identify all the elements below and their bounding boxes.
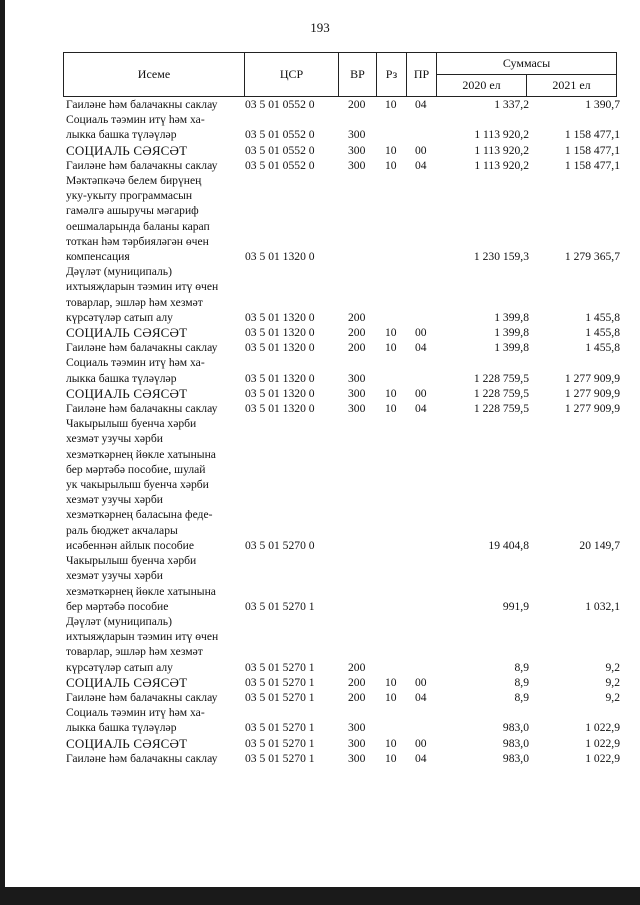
table-row xyxy=(63,112,623,142)
row-csr: 03 5 01 1320 0 xyxy=(245,250,315,264)
row-name xyxy=(63,614,243,675)
row-rz: 10 xyxy=(385,675,397,689)
row-name xyxy=(63,158,243,173)
row-csr: 03 5 01 0552 0 xyxy=(245,98,315,111)
row-vr: 200 xyxy=(348,690,366,704)
row-name-line: хезмәткәрнең йөкле хатынына xyxy=(66,447,216,461)
row-name-line: исәбеннән айлык пособие xyxy=(66,538,194,552)
row-rz: 10 xyxy=(385,736,397,750)
row-name-line: Гаиләне һәм балачакны саклау xyxy=(66,341,218,355)
row-name xyxy=(63,97,243,112)
row-name-line: гамәлгә ашыручы мәгариф xyxy=(66,204,199,218)
row-rz: 10 xyxy=(385,402,397,416)
row-sum-2021: 1 158 477,1 xyxy=(564,158,620,172)
row-name-line: Дәүләт (муниципаль) xyxy=(66,614,172,628)
header-sums: Суммасы xyxy=(437,53,617,75)
row-csr: 03 5 01 1320 0 xyxy=(245,386,315,400)
row-name-line: уку-укыту программасын xyxy=(66,189,193,203)
row-csr: 03 5 01 5270 1 xyxy=(245,675,315,689)
table-row xyxy=(63,553,623,614)
row-rz: 10 xyxy=(385,326,397,340)
row-sum-2021: 9,2 xyxy=(605,660,620,674)
table-row xyxy=(63,416,623,553)
row-sum-2021: 1 279 365,7 xyxy=(564,250,620,264)
table-row xyxy=(63,386,623,401)
row-name-line: Дәүләт (муниципаль) xyxy=(66,265,172,279)
row-name-line: Мәктәпкәчә белем бирүнең xyxy=(66,174,202,188)
row-sum-2021: 1 455,8 xyxy=(585,341,620,355)
table-row xyxy=(63,158,623,173)
row-csr: 03 5 01 5270 1 xyxy=(245,736,315,750)
row-name-line: компенсация xyxy=(66,250,130,264)
table-row xyxy=(63,675,623,690)
row-name-line: Социаль тәэмин итү һәм ха- xyxy=(66,356,205,370)
row-vr: 200 xyxy=(348,326,366,340)
table-row xyxy=(63,340,623,355)
row-name-line: СОЦИАЛЬ СӘЯСӘТ xyxy=(66,142,188,158)
row-vr: 300 xyxy=(348,736,366,750)
row-name xyxy=(63,705,243,735)
row-name-line: ихтыяҗларын тәэмин итү өчен xyxy=(66,280,219,294)
row-name-line: СОЦИАЛЬ СӘЯСӘТ xyxy=(66,735,188,751)
row-name-line: Гаиләне һәм балачакны саклау xyxy=(66,98,218,111)
row-name xyxy=(63,690,243,705)
row-csr: 03 5 01 1320 0 xyxy=(245,326,315,340)
row-rz: 10 xyxy=(385,341,397,355)
row-name-line: лыкка башка түләүләр xyxy=(66,721,177,735)
row-sum-2021: 1 455,8 xyxy=(585,310,620,324)
row-name-line: Социаль тәэмин итү һәм ха- xyxy=(66,113,205,127)
row-sum-2021: 1 277 909,9 xyxy=(564,371,620,385)
row-name-line: күрсәтүләр сатып алу xyxy=(66,660,173,674)
header-csr: ЦСР xyxy=(245,53,339,97)
row-sum-2020: 991,9 xyxy=(502,599,529,613)
row-vr: 300 xyxy=(348,751,366,765)
row-name xyxy=(63,340,243,355)
row-sum-2021: 1 022,9 xyxy=(585,751,620,765)
table-row xyxy=(63,690,623,705)
row-sum-2021: 1 032,1 xyxy=(585,599,620,613)
row-name xyxy=(63,143,243,158)
row-vr: 200 xyxy=(348,310,366,324)
row-csr: 03 5 01 0552 0 xyxy=(245,158,315,172)
row-rz: 10 xyxy=(385,751,397,765)
row-name xyxy=(63,401,243,416)
row-name xyxy=(63,751,243,766)
row-sum-2021: 1 390,7 xyxy=(585,98,620,111)
row-csr: 03 5 01 1320 0 xyxy=(245,310,315,324)
row-name xyxy=(63,386,243,401)
table-row xyxy=(63,264,623,325)
header-name: Исеме xyxy=(64,53,245,97)
row-name-line: лыкка башка түләүләр xyxy=(66,371,177,385)
row-name xyxy=(63,325,243,340)
row-pr: 04 xyxy=(415,690,427,704)
row-sum-2021: 1 158 477,1 xyxy=(564,128,620,142)
row-pr: 04 xyxy=(415,402,427,416)
table-row xyxy=(63,325,623,340)
row-vr: 300 xyxy=(348,402,366,416)
row-pr: 04 xyxy=(415,158,427,172)
row-name xyxy=(63,736,243,751)
row-sum-2020: 983,0 xyxy=(502,721,529,735)
row-vr: 300 xyxy=(348,143,366,157)
row-sum-2020: 1 228 759,5 xyxy=(473,386,529,400)
row-csr: 03 5 01 5270 1 xyxy=(245,690,315,704)
row-csr: 03 5 01 5270 1 xyxy=(245,660,315,674)
table-row xyxy=(63,736,623,751)
row-sum-2020: 1 113 920,2 xyxy=(474,143,529,157)
table-body xyxy=(63,97,623,766)
row-pr: 04 xyxy=(415,98,427,111)
header-year-2020: 2020 ел xyxy=(437,75,527,97)
row-name-line: бер мәртәбә пособие xyxy=(66,599,169,613)
row-vr: 300 xyxy=(348,371,366,385)
row-name-line: СОЦИАЛЬ СӘЯСӘТ xyxy=(66,325,188,341)
table-row xyxy=(63,143,623,158)
row-name xyxy=(63,553,243,614)
row-name-line: СОЦИАЛЬ СӘЯСӘТ xyxy=(66,385,188,401)
row-csr: 03 5 01 5270 1 xyxy=(245,751,315,765)
row-sum-2021: 1 277 909,9 xyxy=(564,402,620,416)
row-name-line: лыкка башка түләүләр xyxy=(66,128,177,142)
row-name xyxy=(63,112,243,142)
row-vr: 300 xyxy=(348,128,366,142)
row-csr: 03 5 01 5270 0 xyxy=(245,538,315,552)
row-vr: 200 xyxy=(348,98,366,111)
row-name-line: Чакырылыш буенча хәрби xyxy=(66,417,197,431)
row-name xyxy=(63,675,243,690)
table-row xyxy=(63,355,623,385)
table-row xyxy=(63,97,623,112)
row-sum-2020: 19 404,8 xyxy=(488,538,529,552)
row-pr: 00 xyxy=(415,736,427,750)
row-name-line: хезмәткәрнең баласына феде- xyxy=(66,508,213,522)
row-rz: 10 xyxy=(385,690,397,704)
row-csr: 03 5 01 1320 0 xyxy=(245,341,315,355)
table-row xyxy=(63,173,623,264)
row-name-line: Гаиләне һәм балачакны саклау xyxy=(66,751,218,765)
table-row xyxy=(63,705,623,735)
row-sum-2020: 1 228 759,5 xyxy=(473,371,529,385)
row-name-line: раль бюджет акчалары xyxy=(66,523,178,537)
row-pr: 00 xyxy=(415,143,427,157)
row-sum-2021: 20 149,7 xyxy=(579,538,620,552)
row-name-line: күрсәтүләр сатып алу xyxy=(66,310,173,324)
row-sum-2021: 1 455,8 xyxy=(585,326,620,340)
row-sum-2020: 1 113 920,2 xyxy=(474,158,529,172)
row-pr: 00 xyxy=(415,675,427,689)
row-name-line: бер мәртәбә пособие, шулай xyxy=(66,462,206,476)
row-sum-2020: 983,0 xyxy=(502,736,529,750)
row-rz: 10 xyxy=(385,158,397,172)
header-pr: ПР xyxy=(407,53,437,97)
row-name-line: Чакырылыш буенча хәрби xyxy=(66,554,197,568)
row-rz: 10 xyxy=(385,98,397,111)
row-name-line: Социаль тәэмин итү һәм ха- xyxy=(66,706,205,720)
row-sum-2021: 9,2 xyxy=(605,690,620,704)
row-rz: 10 xyxy=(385,143,397,157)
row-pr: 00 xyxy=(415,386,427,400)
row-vr: 300 xyxy=(348,386,366,400)
row-name-line: тоткан һәм тәрбияләгән өчен xyxy=(66,234,209,248)
row-sum-2020: 1 337,2 xyxy=(494,98,529,111)
row-vr: 200 xyxy=(348,341,366,355)
row-name-line: хезмәт узучы хәрби xyxy=(66,493,163,507)
row-sum-2021: 1 022,9 xyxy=(585,721,620,735)
table-row xyxy=(63,401,623,416)
row-name-line: Гаиләне һәм балачакны саклау xyxy=(66,402,218,416)
row-name xyxy=(63,355,243,385)
row-csr: 03 5 01 1320 0 xyxy=(245,371,315,385)
row-name-line: хезмәткәрнең йөкле хатынына xyxy=(66,584,216,598)
table-row xyxy=(63,751,623,766)
row-csr: 03 5 01 0552 0 xyxy=(245,128,315,142)
row-name-line: оешмаларында баланы карап xyxy=(66,219,210,233)
row-sum-2020: 1 399,8 xyxy=(494,341,529,355)
row-sum-2020: 1 399,8 xyxy=(494,326,529,340)
row-name xyxy=(63,416,243,553)
row-sum-2021: 1 277 909,9 xyxy=(564,386,620,400)
row-name xyxy=(63,173,243,264)
row-sum-2020: 8,9 xyxy=(514,690,529,704)
scan-edge-left xyxy=(0,0,5,905)
row-name-line: Гаиләне һәм балачакны саклау xyxy=(66,690,218,704)
header-vr: ВР xyxy=(339,53,377,97)
row-csr: 03 5 01 1320 0 xyxy=(245,402,315,416)
row-sum-2021: 9,2 xyxy=(605,675,620,689)
row-vr: 200 xyxy=(348,660,366,674)
header-rz: Рз xyxy=(377,53,407,97)
header-year-2021: 2021 ел xyxy=(527,75,617,97)
row-sum-2021: 1 158 477,1 xyxy=(564,143,620,157)
row-pr: 00 xyxy=(415,326,427,340)
row-pr: 04 xyxy=(415,751,427,765)
row-sum-2020: 1 399,8 xyxy=(494,310,529,324)
row-sum-2021: 1 022,9 xyxy=(585,736,620,750)
row-sum-2020: 8,9 xyxy=(514,675,529,689)
row-name-line: ук чакырылыш буенча хәрби xyxy=(66,478,209,492)
row-sum-2020: 1 230 159,3 xyxy=(473,250,529,264)
row-name-line: товарлар, эшләр һәм хезмәт xyxy=(66,295,203,309)
row-vr: 300 xyxy=(348,721,366,735)
row-vr: 300 xyxy=(348,158,366,172)
page-number: 193 xyxy=(310,20,330,35)
row-name-line: хезмәт узучы хәрби xyxy=(66,569,163,583)
row-sum-2020: 1 113 920,2 xyxy=(474,128,529,142)
row-name-line: Гаиләне һәм балачакны саклау xyxy=(66,158,218,172)
row-csr: 03 5 01 5270 1 xyxy=(245,599,315,613)
row-pr: 04 xyxy=(415,341,427,355)
row-name-line: товарлар, эшләр һәм хезмәт xyxy=(66,645,203,659)
row-name-line: ихтыяҗларын тәэмин итү өчен xyxy=(66,630,219,644)
row-csr: 03 5 01 5270 1 xyxy=(245,721,315,735)
row-sum-2020: 983,0 xyxy=(502,751,529,765)
row-sum-2020: 8,9 xyxy=(514,660,529,674)
table-header xyxy=(63,52,617,97)
row-vr: 200 xyxy=(348,675,366,689)
row-sum-2020: 1 228 759,5 xyxy=(473,402,529,416)
scan-edge-bottom xyxy=(0,887,640,905)
row-name xyxy=(63,264,243,325)
row-csr: 03 5 01 0552 0 xyxy=(245,143,315,157)
row-name-line: хезмәт узучы хәрби xyxy=(66,432,163,446)
row-name-line: СОЦИАЛЬ СӘЯСӘТ xyxy=(66,674,188,690)
table-row xyxy=(63,614,623,675)
row-rz: 10 xyxy=(385,386,397,400)
